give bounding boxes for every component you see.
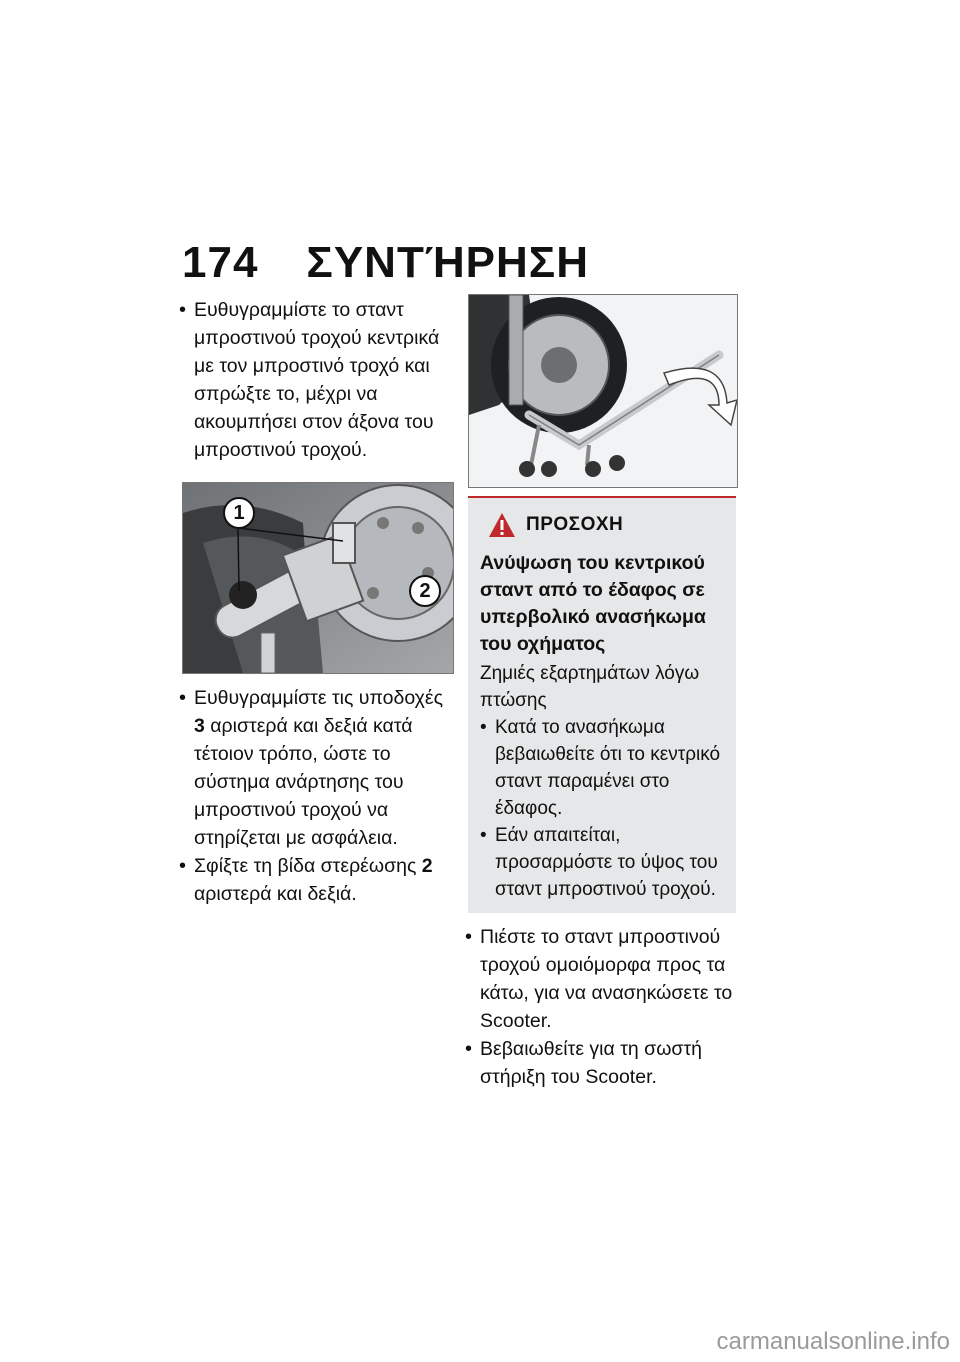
right-column [468, 294, 738, 1091]
instruction-align-mounts [182, 684, 454, 852]
instruction-align-stand: • Ευθυγραμμίστε το σταντ μπροστινού τροχού κεντρικά με τον μπροστινό τροχό και σπρώξτε το, μέχρι να ακουμπήσει στον άξονα του μπροστινού τροχού. [182, 296, 454, 464]
instruction-tighten-screw [182, 852, 454, 908]
instruction-text: Σφίξτε τη βίδα στερέωσης [194, 855, 422, 877]
watermark-text: carmanualsonline.info [716, 1328, 950, 1355]
figure-stand-alignment [182, 482, 454, 674]
warning-measure-item: • Εάν απαιτείται, προσαρμόστε το ύψος του σταντ μπροστινού τροχού. [480, 822, 726, 903]
figure-stand-lifting [468, 294, 738, 488]
right-instructions [468, 923, 738, 1091]
reference-2: 2 [421, 855, 433, 877]
page-title: ΣΥΝΤΉΡΗΣΗ [306, 238, 589, 287]
warning-heading: Ανύψωση του κεντρικού σταντ από το έδαφος σε υπερβολικό ανασήκωμα του οχήματος [480, 552, 706, 655]
callout-2: 2 [409, 575, 441, 607]
instruction-check-support: • Βεβαιωθείτε για τη σωστή στήριξη του Scooter. [468, 1035, 738, 1091]
warning-box [468, 496, 736, 913]
left-column [182, 296, 454, 908]
page-header [182, 238, 589, 288]
figure-stand-lifting-illustration [469, 295, 737, 487]
warning-label: ΠΡΟΣΟΧΗ [526, 514, 624, 535]
instruction-text: Ευθυγραμμίστε τις υποδοχές [194, 687, 443, 709]
page-number: 174 [182, 238, 259, 287]
warning-triangle-icon [488, 512, 516, 538]
instruction-text: αριστερά και δεξιά κατά τέτοιον τρόπο, ώστε το σύστημα ανάρτησης του μπροστινού τροχού να στηρίζεται με ασφάλεια. [194, 715, 413, 849]
warning-measure-item: • Κατά το ανασήκωμα βεβαιωθείτε ότι το κεντρικό σταντ παραμένει στο έδαφος. [480, 714, 726, 822]
warning-header [488, 512, 726, 538]
warning-consequence: Ζημιές εξαρτημάτων λόγω πτώσης [480, 663, 700, 711]
instruction-text: αριστερά και δεξιά. [194, 883, 357, 905]
reference-3: 3 [194, 715, 205, 737]
instruction-press-stand: • Πιέστε το σταντ μπροστινού τροχού ομοιόμορφα προς τα κάτω, για να ανασηκώσετε το Scooter. [468, 923, 738, 1035]
callout-1: 1 [223, 497, 255, 529]
warning-measures [480, 714, 726, 903]
